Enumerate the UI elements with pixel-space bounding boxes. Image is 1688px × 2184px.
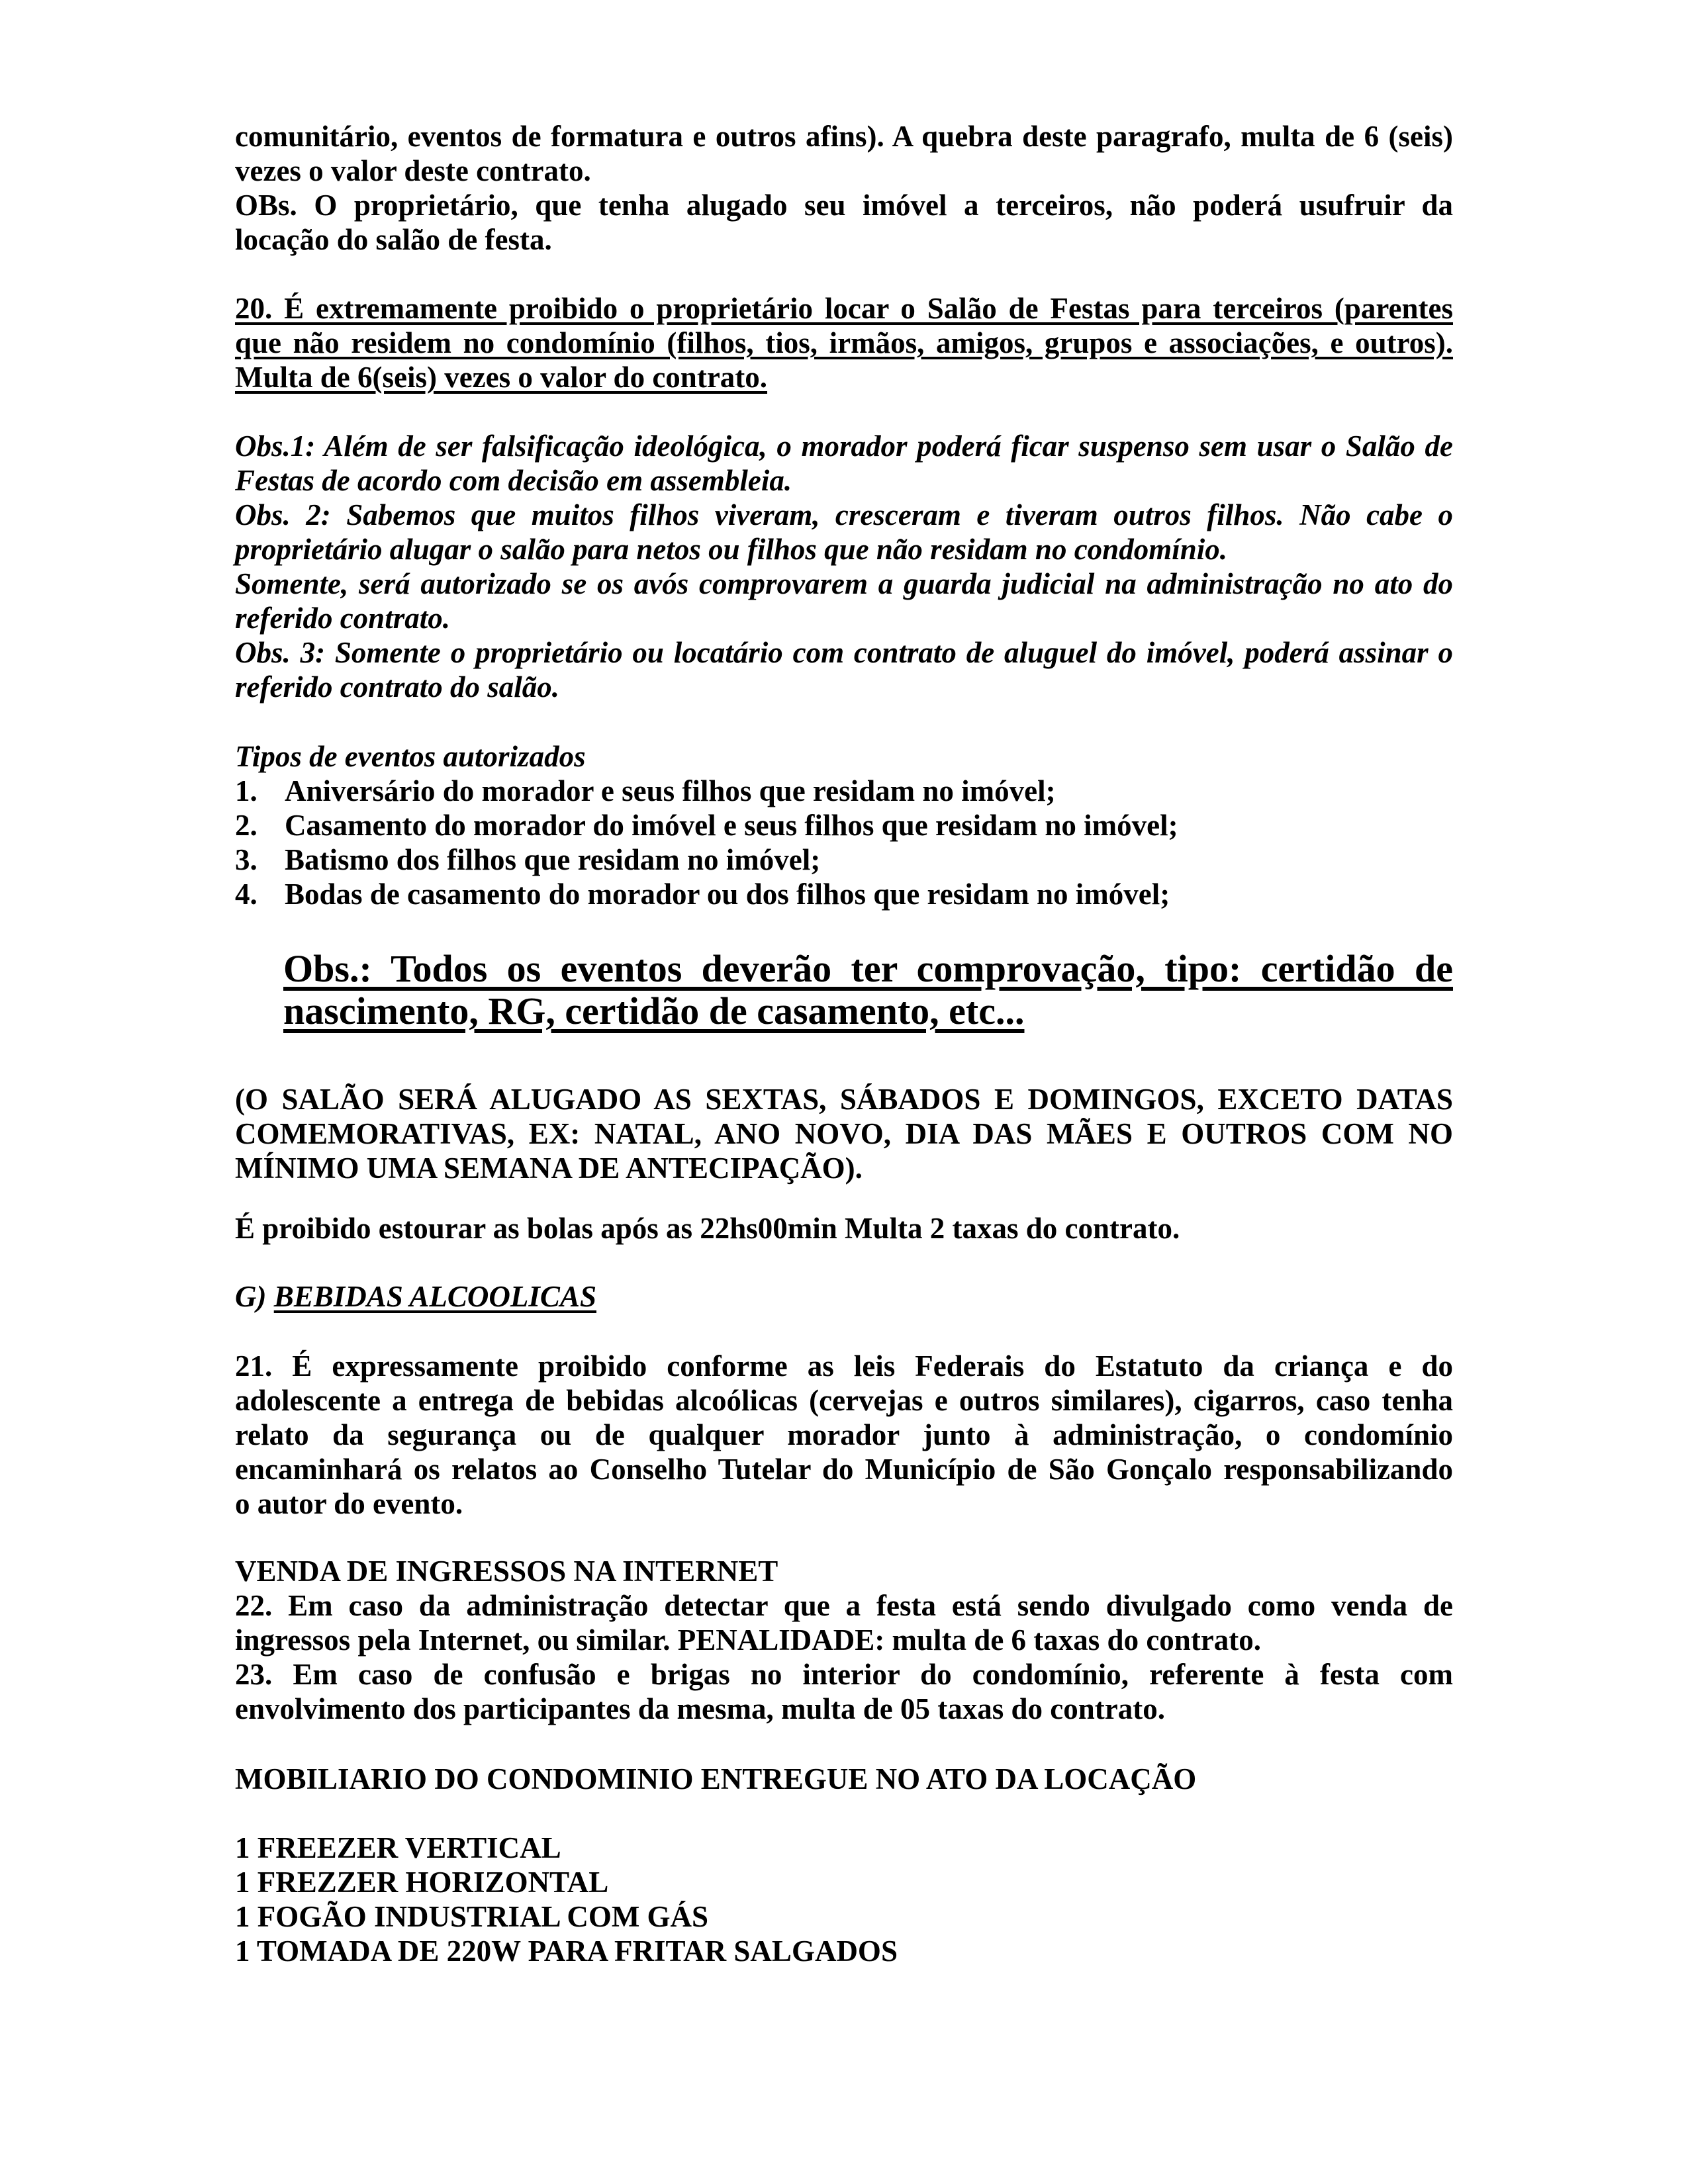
list-item xyxy=(235,877,1453,911)
note-line: Obs.: Todos os eventos deverão ter comprovação, tipo: certidão de xyxy=(283,947,1453,990)
observations-block xyxy=(235,429,1453,704)
obs-line: referido contrato do salão. xyxy=(235,670,559,704)
text-line: OBs. O proprietário, que tenha alugado seu imóvel a terceiros, não poderá usufruir da xyxy=(235,189,1453,222)
text-line: locação do salão de festa. xyxy=(235,223,552,256)
obs-line: proprietário alugar o salão para netos ou filhos que não residam no condomínio. xyxy=(235,533,1227,566)
text-line: 20. É extremamente proibido o proprietário locar o Salão de Festas para terceiros (parentes xyxy=(235,292,1453,325)
text-line: encaminhará os relatos ao Conselho Tutelar do Município de São Gonçalo responsabilizando xyxy=(235,1453,1453,1486)
clause-20 xyxy=(235,291,1453,394)
proof-required-note xyxy=(283,948,1453,1032)
obs-line: Somente, será autorizado se os avós comprovarem a guarda judicial na administração no ato do xyxy=(235,567,1453,600)
text-line: relato da segurança ou de qualquer morador junto à administração, o condomínio xyxy=(235,1418,1453,1451)
text-line: ingressos pela Internet, ou similar. PENALIDADE: multa de 6 taxas do contrato. xyxy=(235,1623,1262,1657)
section-heading xyxy=(235,1279,1453,1314)
balloons-rule xyxy=(235,1211,1453,1246)
text-line: comunitário, eventos de formatura e outros afins). A quebra deste paragrafo, multa de 6 (seis) xyxy=(235,120,1453,153)
text-line: o autor do evento. xyxy=(235,1487,463,1520)
list-text: Batismo dos filhos que residam no imóvel; xyxy=(285,843,821,876)
events-title: Tipos de eventos autorizados xyxy=(235,740,586,773)
caps-line: (O SALÃO SERÁ ALUGADO AS SEXTAS, SÁBADOS E DOMINGOS, EXCETO DATAS xyxy=(235,1083,1453,1116)
section-title: BEBIDAS ALCOOLICAS xyxy=(273,1280,596,1313)
furniture-list xyxy=(235,1831,1453,1968)
obs-line: Obs.1: Além de ser falsificação ideológica, o morador poderá ficar suspenso sem usar o Salão de xyxy=(235,430,1453,463)
list-item xyxy=(235,808,1453,842)
text-line: vezes o valor deste contrato. xyxy=(235,154,591,187)
text-line: Multa de 6(seis) vezes o valor do contrato. xyxy=(235,361,768,394)
list-item: 1 FREEZER VERTICAL xyxy=(235,1831,561,1864)
clause-21 xyxy=(235,1349,1453,1521)
rental-days-note xyxy=(235,1082,1453,1185)
list-item: 1 FOGÃO INDUSTRIAL COM GÁS xyxy=(235,1900,709,1933)
caps-line: COMEMORATIVAS, EX: NATAL, ANO NOVO, DIA DAS MÃES E OUTROS COM NO xyxy=(235,1117,1453,1150)
list-number: 4. xyxy=(235,878,258,911)
paragraph-fine-clause xyxy=(235,119,1453,257)
caps-line: MÍNIMO UMA SEMANA DE ANTECIPAÇÃO). xyxy=(235,1152,863,1185)
obs-line: Obs. 2: Sabemos que muitos filhos viveram, cresceram e tiveram outros filhos. Não cabe o xyxy=(235,498,1453,531)
note-line: nascimento, RG, certidão de casamento, etc... xyxy=(283,989,1025,1032)
list-number: 3. xyxy=(235,843,258,876)
ticket-sales-section xyxy=(235,1554,1453,1726)
obs-line: Obs. 3: Somente o proprietário ou locatário com contrato de aluguel do imóvel, poderá assinar o xyxy=(235,636,1453,669)
text-line: envolvimento dos participantes da mesma, multa de 05 taxas do contrato. xyxy=(235,1692,1165,1725)
list-number: 2. xyxy=(235,809,258,842)
text-line: 23. Em caso de confusão e brigas no interior do condomínio, referente à festa com xyxy=(235,1658,1453,1691)
text-line: que não residem no condomínio (filhos, tios, irmãos, amigos, grupos e associações, e outros). xyxy=(235,326,1453,359)
list-item: 1 TOMADA DE 220W PARA FRITAR SALGADOS xyxy=(235,1934,898,1968)
section-title: MOBILIARIO DO CONDOMINIO ENTREGUE NO ATO DA LOCAÇÃO xyxy=(235,1762,1197,1796)
text-line: 21. É expressamente proibido conforme as leis Federais do Estatuto da criança e do xyxy=(235,1349,1453,1383)
list-item: 1 FREZZER HORIZONTAL xyxy=(235,1866,609,1899)
list-number: 1. xyxy=(235,774,258,807)
obs-line: referido contrato. xyxy=(235,602,450,635)
text-line: 22. Em caso da administração detectar que a festa está sendo divulgado como venda de xyxy=(235,1589,1453,1622)
list-text: Bodas de casamento do morador ou dos filhos que residam no imóvel; xyxy=(285,878,1170,911)
list-text: Aniversário do morador e seus filhos que residam no imóvel; xyxy=(285,774,1056,807)
rule-text: É proibido estourar as bolas após as 22hs00min Multa 2 taxas do contrato. xyxy=(235,1212,1180,1245)
section-g-heading xyxy=(235,1279,1453,1314)
obs-line: Festas de acordo com decisão em assembleia. xyxy=(235,464,792,497)
section-prefix: G) xyxy=(235,1280,274,1313)
text-line: adolescente a entrega de bebidas alcoólicas (cervejas e outros similares), cigarros, caso tenha xyxy=(235,1384,1453,1417)
authorized-events xyxy=(235,739,1453,911)
furniture-section xyxy=(235,1762,1453,1796)
list-item xyxy=(235,774,1453,808)
section-title: VENDA DE INGRESSOS NA INTERNET xyxy=(235,1555,778,1588)
list-text: Casamento do morador do imóvel e seus filhos que residam no imóvel; xyxy=(285,809,1178,842)
list-item xyxy=(235,842,1453,877)
